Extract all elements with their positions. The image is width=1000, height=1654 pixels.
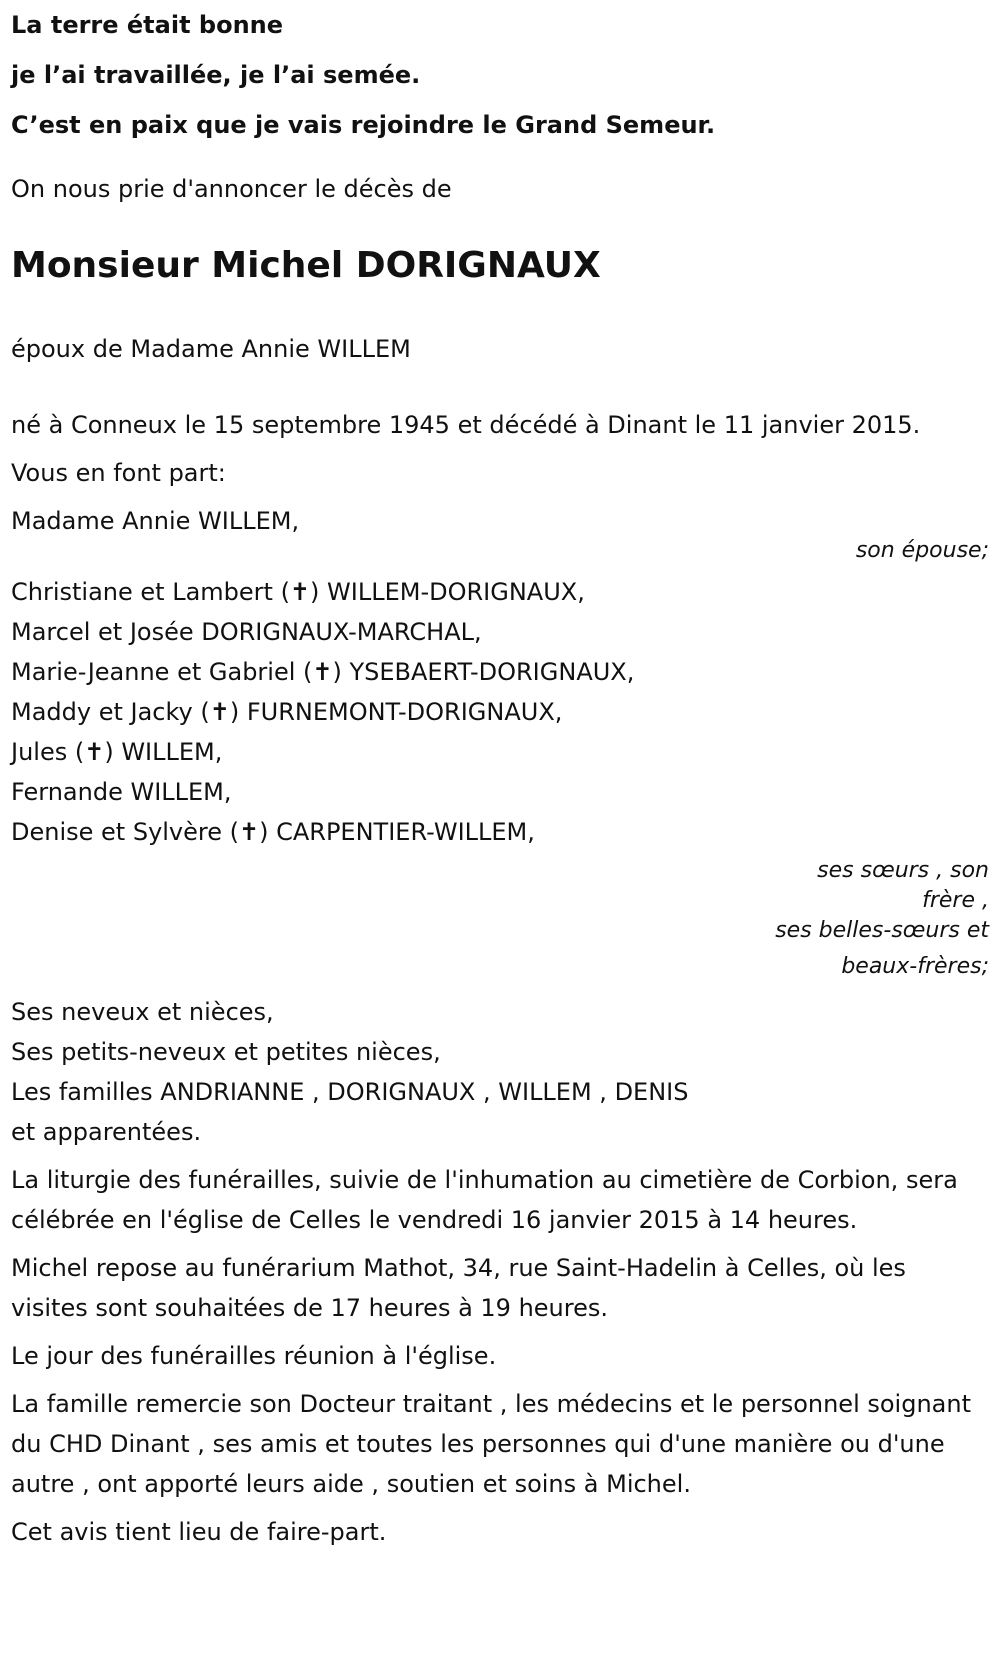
list-item: Ses petits-neveux et petites nièces, [11, 1038, 441, 1066]
birth-death-line: né à Conneux le 15 septembre 1945 et décédé à Dinant le 11 janvier 2015. [11, 411, 921, 439]
wife-name: Madame Annie WILLEM, [11, 507, 300, 535]
list-item: Denise et Sylvère (✝) CARPENTIER-WILLEM, [11, 818, 535, 846]
siblings-role-line-2: frère , [922, 888, 989, 913]
siblings-role [11, 856, 989, 982]
funeral-meeting: Le jour des funérailles réunion à l'église. [11, 1342, 497, 1370]
list-item: et apparentées. [11, 1118, 202, 1146]
wife-role: son épouse; [855, 538, 989, 563]
announcers-intro: Vous en font part: [11, 459, 226, 487]
deceased-name: Monsieur Michel DORIGNAUX [11, 245, 601, 286]
list-item: Ses neveux et nièces, [11, 998, 274, 1026]
poem-line-1: La terre était bonne [11, 11, 284, 39]
list-item: Maddy et Jacky (✝) FURNEMONT-DORIGNAUX, [11, 698, 563, 726]
list-item: Marie-Jeanne et Gabriel (✝) YSEBAERT-DORIGNAUX, [11, 658, 635, 686]
poem [11, 0, 989, 150]
list-item: Fernande WILLEM, [11, 778, 232, 806]
funeral-rest: Michel repose au funérarium Mathot, 34, rue Saint-Hadelin à Celles, où les visites sont souhaitées de 17 heures à 19 heures. [11, 1254, 906, 1322]
siblings-list [11, 572, 989, 852]
siblings-role-line-3: ses belles-sœurs et [775, 918, 989, 943]
siblings-role-line-4: beaux-frères; [841, 954, 989, 979]
funeral-notice: Cet avis tient lieu de faire-part. [11, 1518, 387, 1546]
obituary-document [11, 0, 989, 1552]
list-item: Marcel et Josée DORIGNAUX-MARCHAL, [11, 618, 482, 646]
list-item: Jules (✝) WILLEM, [11, 738, 223, 766]
list-item: Les familles ANDRIANNE , DORIGNAUX , WILLEM , DENIS [11, 1078, 689, 1106]
spouse-line: époux de Madame Annie WILLEM [11, 335, 411, 363]
funeral-liturgy: La liturgie des funérailles, suivie de l'inhumation au cimetière de Corbion, sera célébrée en l'église de Celles le vendredi 16 janvier 2015 à 14 heures. [11, 1166, 958, 1234]
list-item: Christiane et Lambert (✝) WILLEM-DORIGNAUX, [11, 578, 585, 606]
siblings-role-line-1: ses sœurs , son [817, 858, 989, 883]
announcement-intro: On nous prie d'annoncer le décès de [11, 175, 452, 203]
poem-line-3: C’est en paix que je vais rejoindre le Grand Semeur. [11, 111, 716, 139]
relatives-list [11, 992, 989, 1152]
funeral-thanks: La famille remercie son Docteur traitant , les médecins et le personnel soignant du CHD Dinant , ses amis et toutes les personnes qui d'une manière ou d'une autre , ont apporté leurs aide , soutien et soins à Michel. [11, 1390, 971, 1498]
poem-line-2: je l’ai travaillée, je l’ai semée. [11, 61, 421, 89]
